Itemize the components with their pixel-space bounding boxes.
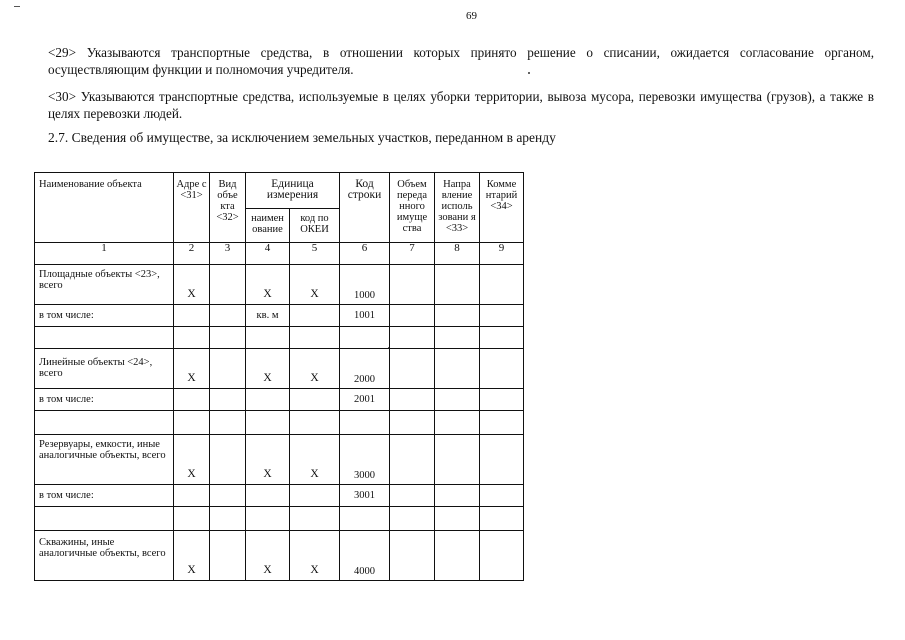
column-number-row: [35, 243, 524, 265]
table-row: [35, 411, 524, 435]
column-number: 7: [390, 243, 435, 265]
table-row: [35, 327, 524, 349]
row-address: X: [174, 265, 210, 305]
row-address: X: [174, 435, 210, 485]
row-comment: [480, 265, 524, 305]
row-unit-okei: [290, 485, 340, 507]
row-volume: [390, 305, 435, 327]
table-row: [35, 485, 524, 507]
row-volume: [390, 507, 435, 531]
header-row-code: Код строки: [340, 173, 390, 243]
row-unit-name: [246, 327, 290, 349]
row-name: [35, 411, 174, 435]
leased-property-table: [34, 172, 524, 581]
row-address: [174, 507, 210, 531]
row-comment: [480, 327, 524, 349]
header-object-type: Вид объе кта <32>: [210, 173, 246, 243]
row-address: X: [174, 349, 210, 389]
row-volume: [390, 327, 435, 349]
row-unit-okei: [290, 327, 340, 349]
row-object-type: [210, 435, 246, 485]
row-code: [340, 327, 390, 349]
footnote-29: <29> Указываются транспортные средства, в отношении которых принято решение о списании, ожидается согласование органом, осуществляющим функции и полномочия учредителя.: [48, 45, 874, 77]
row-address: [174, 485, 210, 507]
row-volume: [390, 265, 435, 305]
row-comment: [480, 435, 524, 485]
row-unit-name: [246, 485, 290, 507]
row-object-type: [210, 305, 246, 327]
row-unit-okei: X: [290, 435, 340, 485]
row-object-type: [210, 531, 246, 581]
row-direction: [435, 531, 480, 581]
row-comment: [480, 349, 524, 389]
table-row: [35, 349, 524, 389]
row-unit-okei: X: [290, 265, 340, 305]
row-volume: [390, 531, 435, 581]
row-unit-okei: X: [290, 349, 340, 389]
row-unit-name: [246, 411, 290, 435]
row-unit-name: [246, 507, 290, 531]
row-object-type: [210, 507, 246, 531]
row-name: [35, 507, 174, 531]
row-code: 3000: [340, 435, 390, 485]
row-direction: [435, 265, 480, 305]
scan-mark: [14, 6, 20, 7]
table-header-row: [35, 173, 524, 209]
row-direction: [435, 507, 480, 531]
table-row: [35, 435, 524, 485]
row-name: [35, 327, 174, 349]
row-name: Линейные объекты <24>, всего: [35, 349, 174, 389]
row-comment: [480, 389, 524, 411]
row-unit-name: X: [246, 349, 290, 389]
row-comment: [480, 411, 524, 435]
column-number: 1: [35, 243, 174, 265]
row-object-type: [210, 265, 246, 305]
row-volume: [390, 389, 435, 411]
row-code: [340, 411, 390, 435]
footnote-30: <30> Указываются транспортные средства, используемые в целях уборки территории, вывоза мусора, перевозки имущества (грузов), а также в целях перевозки людей.: [48, 89, 874, 121]
header-unit-name: наимен ование: [246, 209, 290, 243]
row-volume: [390, 485, 435, 507]
row-address: [174, 305, 210, 327]
row-code: 1000: [340, 265, 390, 305]
row-name: Площадные объекты <23>, всего: [35, 265, 174, 305]
row-unit-name: X: [246, 531, 290, 581]
row-code: 1001: [340, 305, 390, 327]
row-direction: [435, 411, 480, 435]
row-name: Скважины, иные аналогичные объекты, всего: [35, 531, 174, 581]
row-comment: [480, 507, 524, 531]
row-code: 3001: [340, 485, 390, 507]
row-unit-name: [246, 389, 290, 411]
row-volume: [390, 411, 435, 435]
row-object-type: [210, 349, 246, 389]
table-row: [35, 265, 524, 305]
row-code: [340, 507, 390, 531]
header-address: Адре с <31>: [174, 173, 210, 243]
row-volume: [390, 435, 435, 485]
header-unit-okei: код по ОКЕИ: [290, 209, 340, 243]
row-unit-okei: [290, 411, 340, 435]
row-direction: [435, 485, 480, 507]
row-direction: [435, 327, 480, 349]
table-row: [35, 531, 524, 581]
column-number: 4: [246, 243, 290, 265]
row-comment: [480, 531, 524, 581]
row-object-type: [210, 389, 246, 411]
header-unit: Единица измерения: [246, 173, 340, 209]
row-unit-name: X: [246, 435, 290, 485]
section-heading: 2.7. Сведения об имуществе, за исключением земельных участков, переданном в аренду: [48, 130, 556, 145]
row-unit-okei: [290, 507, 340, 531]
header-comment: Комме нтарий <34>: [480, 173, 524, 243]
column-number: 8: [435, 243, 480, 265]
table-row: [35, 305, 524, 327]
column-number: 6: [340, 243, 390, 265]
row-address: [174, 389, 210, 411]
row-direction: [435, 435, 480, 485]
header-volume: Объем переда нного имуще ства: [390, 173, 435, 243]
row-code: 2001: [340, 389, 390, 411]
row-comment: [480, 485, 524, 507]
page-number: 69: [466, 10, 477, 22]
row-name: Резервуары, емкости, иные аналогичные объекты, всего: [35, 435, 174, 485]
row-name: в том числе:: [35, 305, 174, 327]
row-direction: [435, 389, 480, 411]
row-volume: [390, 349, 435, 389]
row-direction: [435, 349, 480, 389]
row-unit-name: X: [246, 265, 290, 305]
row-unit-okei: [290, 389, 340, 411]
row-unit-name: кв. м: [246, 305, 290, 327]
row-comment: [480, 305, 524, 327]
row-object-type: [210, 411, 246, 435]
column-number: 2: [174, 243, 210, 265]
row-name: в том числе:: [35, 485, 174, 507]
header-direction: Напра вление исполь зовани я <33>: [435, 173, 480, 243]
row-address: [174, 411, 210, 435]
row-address: [174, 327, 210, 349]
row-object-type: [210, 327, 246, 349]
row-object-type: [210, 485, 246, 507]
table-row: [35, 389, 524, 411]
row-direction: [435, 305, 480, 327]
header-name: Наименование объекта: [35, 173, 174, 243]
row-name: в том числе:: [35, 389, 174, 411]
row-address: X: [174, 531, 210, 581]
column-number: 9: [480, 243, 524, 265]
row-code: 4000: [340, 531, 390, 581]
column-number: 3: [210, 243, 246, 265]
row-code: 2000: [340, 349, 390, 389]
column-number: 5: [290, 243, 340, 265]
row-unit-okei: [290, 305, 340, 327]
table-row: [35, 507, 524, 531]
row-unit-okei: X: [290, 531, 340, 581]
